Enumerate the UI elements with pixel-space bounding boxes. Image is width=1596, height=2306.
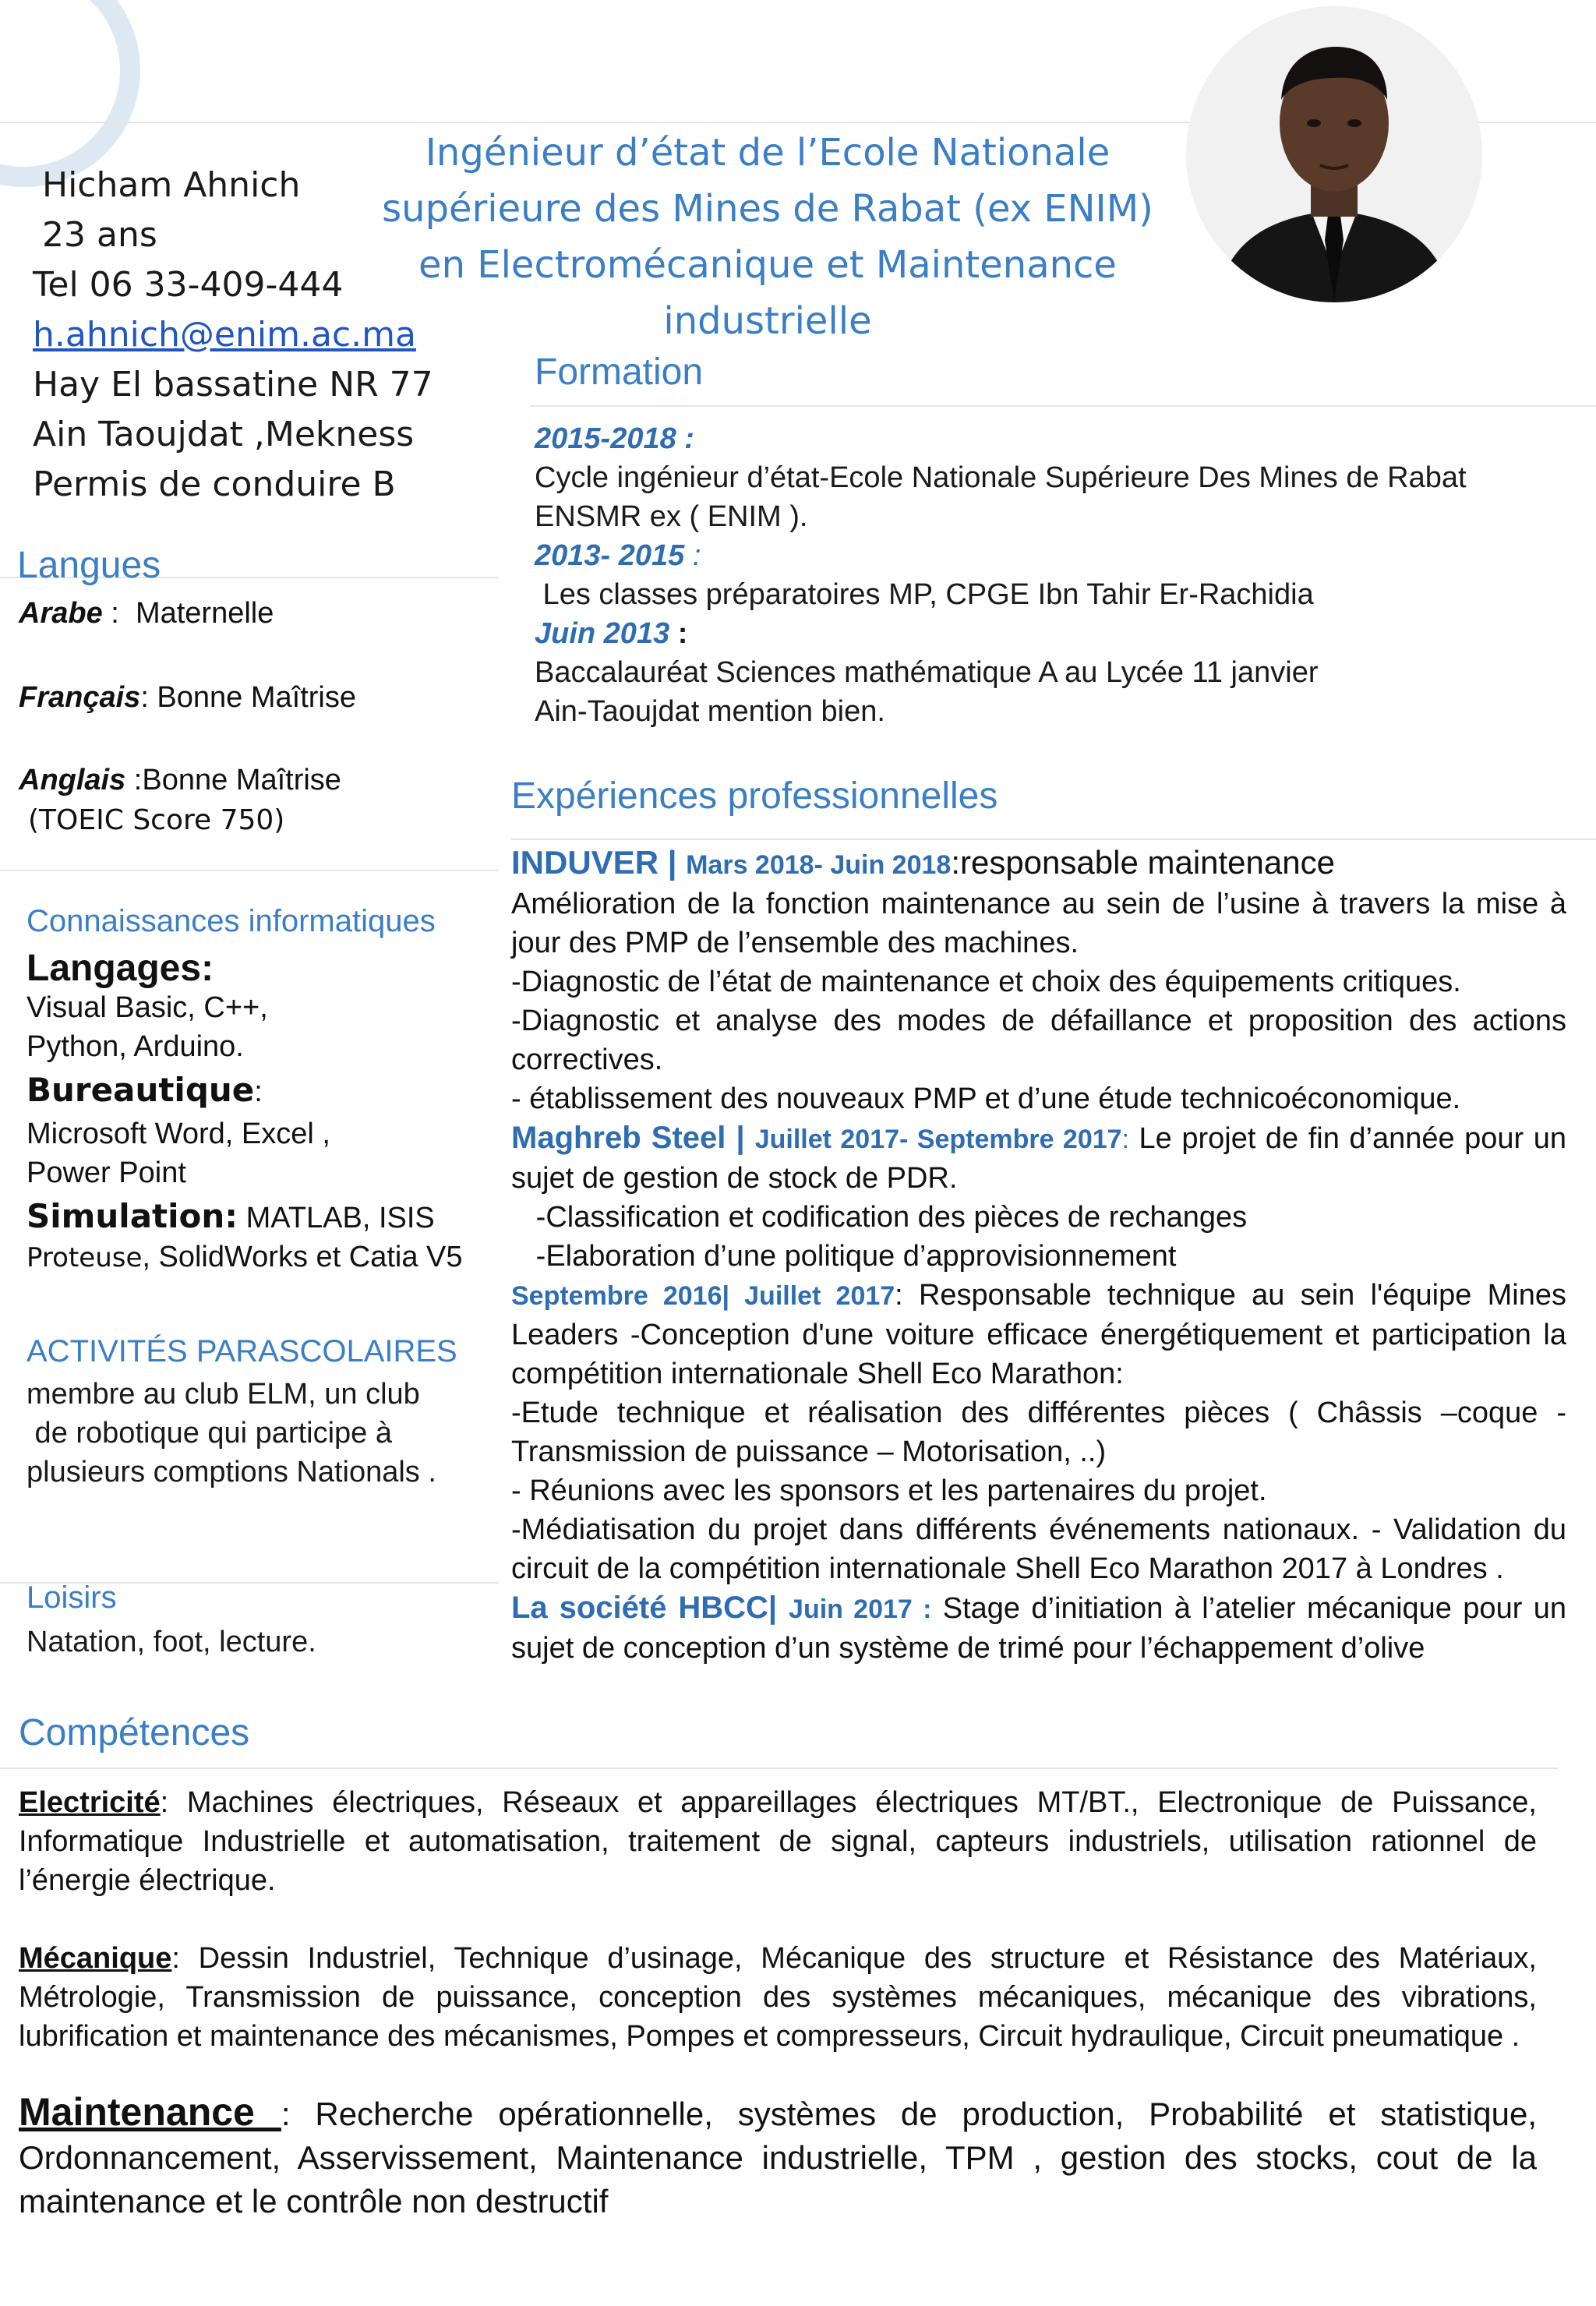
loisirs-text: Natation, foot, lecture. <box>26 1626 316 1658</box>
experience-date: Juillet 2017- Septembre 2017 <box>754 1125 1122 1154</box>
bureautique-line: Power Point <box>26 1157 186 1189</box>
formation-line: Les classes préparatoires MP, CPGE Ibn Tahir Er-Rachidia <box>535 578 1314 611</box>
experience-text: -Diagnostic et analyse des modes de défaillance et proposition des actions correctives. <box>511 1005 1566 1076</box>
competences-block <box>19 1783 1537 2223</box>
candidate-email-link[interactable]: h.ahnich@enim.ac.ma <box>33 315 416 355</box>
experience-company: La société HBCC| <box>511 1591 789 1625</box>
decorative-circle <box>0 0 140 187</box>
formation-date: 2013- 2015 <box>535 539 685 572</box>
langue-level: : Bonne Maîtrise <box>140 681 356 714</box>
formation-title: Formation <box>535 351 704 393</box>
experience-date: Mars 2018- Juin 2018 <box>686 850 952 880</box>
simulation-line: MATLAB, ISIS <box>238 1202 435 1234</box>
competence-label: Maintenance <box>19 2090 281 2134</box>
formation-date: 2015-2018 <box>535 422 676 455</box>
langue-name: Anglais <box>19 764 126 796</box>
candidate-age: 23 ans <box>42 215 157 255</box>
informatique-divider <box>0 870 499 871</box>
formation-line: Baccalauréat Sciences mathématique A au Lycée 11 janvier <box>535 656 1319 689</box>
simulation-line: , SolidWorks et Catia V5 <box>142 1241 463 1273</box>
langue-level: :Bonne Maîtrise <box>125 764 341 796</box>
formation-item <box>535 614 1579 731</box>
formation-date-sep: : <box>669 617 688 650</box>
informatique-block <box>26 949 494 1277</box>
experience-text: -Elaboration d’une politique d’approvisionnement <box>511 1240 1177 1273</box>
candidate-name: Hicham Ahnich <box>42 165 301 205</box>
formation-date-sep: : <box>684 539 701 572</box>
bureautique-sep: : <box>254 1075 263 1108</box>
parascolaires-text <box>26 1375 494 1492</box>
experience-role: Le projet de fin d’année pour un sujet de gestion de stock de PDR. <box>511 1122 1566 1195</box>
bureautique-line: Microsoft Word, Excel , <box>26 1118 330 1150</box>
competence-label: Electricité <box>19 1786 161 1819</box>
informatique-title: Connaissances informatiques <box>26 904 436 938</box>
experience-role: : Responsable technique au sein l'équipe Mines Leaders -Conception d'une voiture efficace énergétiquement et participation la compétition internationale Shell Eco Marathon: <box>511 1279 1566 1390</box>
langue-item <box>19 681 356 715</box>
competence-text: : Machines électriques, Réseaux et appareillages électriques MT/BT., Electronique de Puissance, Informatique Industrielle et automatisation, traitement de signal, capteurs industriels, utilisation rationnel de l’énergie électrique. <box>19 1786 1537 1897</box>
formation-line: ENSMR ex ( ENIM ). <box>535 500 808 533</box>
competence-item <box>19 2090 1537 2223</box>
experiences-block <box>511 843 1566 1668</box>
experiences-title: Expériences professionnelles <box>511 775 998 817</box>
experience-text: -Diagnostic de l’état de maintenance et choix des équipements critiques. <box>511 966 1461 998</box>
langages-label: Langages: <box>26 948 214 989</box>
competence-item <box>19 1939 1537 2056</box>
experience-item <box>511 843 1566 885</box>
formation-line: Cycle ingénieur d’état-Ecole Nationale Supérieure Des Mines de Rabat <box>535 461 1467 494</box>
langue-name: Français <box>19 681 141 714</box>
experience-text: -Médiatisation du projet dans différents événements nationaux. - Validation du circuit de la compétition internationale Shell Eco Marathon 2017 à Londres . <box>511 1513 1566 1585</box>
competence-item <box>19 1783 1537 1900</box>
experience-text: -Classification et codification des pièces de rechanges <box>511 1201 1248 1234</box>
parascolaires-line: membre au club ELM, un club <box>26 1378 420 1411</box>
formation-list <box>535 419 1579 731</box>
experience-item <box>511 1276 1566 1393</box>
toeic-score: (TOEIC Score 750) <box>28 804 285 836</box>
experience-text: - établissement des nouveaux PMP et d’une étude technicoéconomique. <box>511 1082 1461 1115</box>
langue-item <box>19 597 274 630</box>
formation-line: Ain-Taoujdat mention bien. <box>535 695 885 728</box>
langages-line: Python, Arduino. <box>26 1030 244 1063</box>
competence-label: Mécanique <box>19 1942 172 1975</box>
experience-date: Septembre 2016| Juillet 2017 <box>511 1281 895 1311</box>
candidate-phone: Tel 06 33-409-444 <box>33 265 344 305</box>
competences-title: Compétences <box>19 1712 250 1753</box>
formation-date: Juin 2013 <box>535 617 670 650</box>
formation-divider <box>530 405 1596 407</box>
experience-item <box>511 1118 1566 1198</box>
cv-headline <box>335 125 1200 349</box>
experience-item <box>511 1588 1566 1668</box>
langue-item <box>19 764 341 797</box>
langue-name: Arabe <box>19 597 103 630</box>
experiences-divider <box>511 839 1596 840</box>
formation-date-sep: : <box>676 422 694 455</box>
bureautique-label: Bureautique <box>26 1071 255 1109</box>
langues-title: Langues <box>17 545 161 586</box>
langages-line: Visual Basic, C++, <box>26 991 268 1024</box>
experience-date-sep: : <box>1121 1125 1130 1154</box>
headline-line: Ingénieur d’état de l’Ecole Nationale <box>425 131 1110 175</box>
loisirs-title: Loisirs <box>26 1580 117 1615</box>
simulation-line: Proteuse <box>26 1242 143 1273</box>
experience-text: - Réunions avec les sponsors et les partenaires du projet. <box>511 1474 1267 1507</box>
headline-line: industrielle <box>663 299 872 343</box>
parascolaires-title: ACTIVITÉS PARASCOLAIRES <box>26 1334 457 1368</box>
experience-role: Stage d’initiation à l’atelier mécanique pour un sujet de conception d’un système de trimé pour l’échappement d’olive <box>511 1592 1566 1665</box>
headline-line: en Electromécanique et Maintenance <box>418 243 1117 287</box>
competence-text: : Dessin Industriel, Technique d’usinage, Mécanique des structure et Résistance des Matériaux, Métrologie, Transmission de puissance, conception des systèmes mécaniques, mécanique des vibrations, lubrification et maintenance des mécanismes, Pompes et compresseurs, Circuit hydraulique, Circuit pneumatique . <box>19 1942 1537 2053</box>
candidate-license: Permis de conduire B <box>33 464 396 504</box>
competence-text: : Recherche opérationnelle, systèmes de production, Probabilité et statistique, Ordonnancement, Asservissement, Maintenance industrielle, TPM , gestion des stocks, cout de la maintenance et le contrôle non destructif <box>19 2096 1537 2219</box>
experience-company: Maghreb Steel | <box>511 1121 755 1155</box>
experience-text: -Etude technique et réalisation des différentes pièces ( Châssis –coque - Transmission de puissance – Motorisation, ..) <box>511 1397 1566 1468</box>
competences-divider <box>0 1767 1559 1769</box>
experience-text: Amélioration de la fonction maintenance au sein de l’usine à travers la mise à jour des PMP de l’ensemble des machines. <box>511 888 1566 959</box>
candidate-address-line2: Ain Taoujdat ,Mekness <box>33 415 415 454</box>
candidate-address-line1: Hay El bassatine NR 77 <box>33 365 433 404</box>
parascolaires-line: plusieurs comptions Nationals . <box>26 1456 436 1488</box>
langue-level: : Maternelle <box>102 597 274 630</box>
headline-line: supérieure des Mines de Rabat (ex ENIM) <box>382 187 1153 231</box>
profile-photo <box>1186 6 1482 302</box>
parascolaires-line: de robotique qui participe à <box>26 1417 392 1450</box>
simulation-label: Simulation: <box>26 1197 238 1235</box>
formation-item <box>535 536 1579 614</box>
experience-company: INDUVER | <box>511 844 687 881</box>
experience-date: Juin 2017 : <box>789 1594 932 1624</box>
formation-item <box>535 419 1579 536</box>
experience-role: :responsable maintenance <box>951 844 1335 881</box>
